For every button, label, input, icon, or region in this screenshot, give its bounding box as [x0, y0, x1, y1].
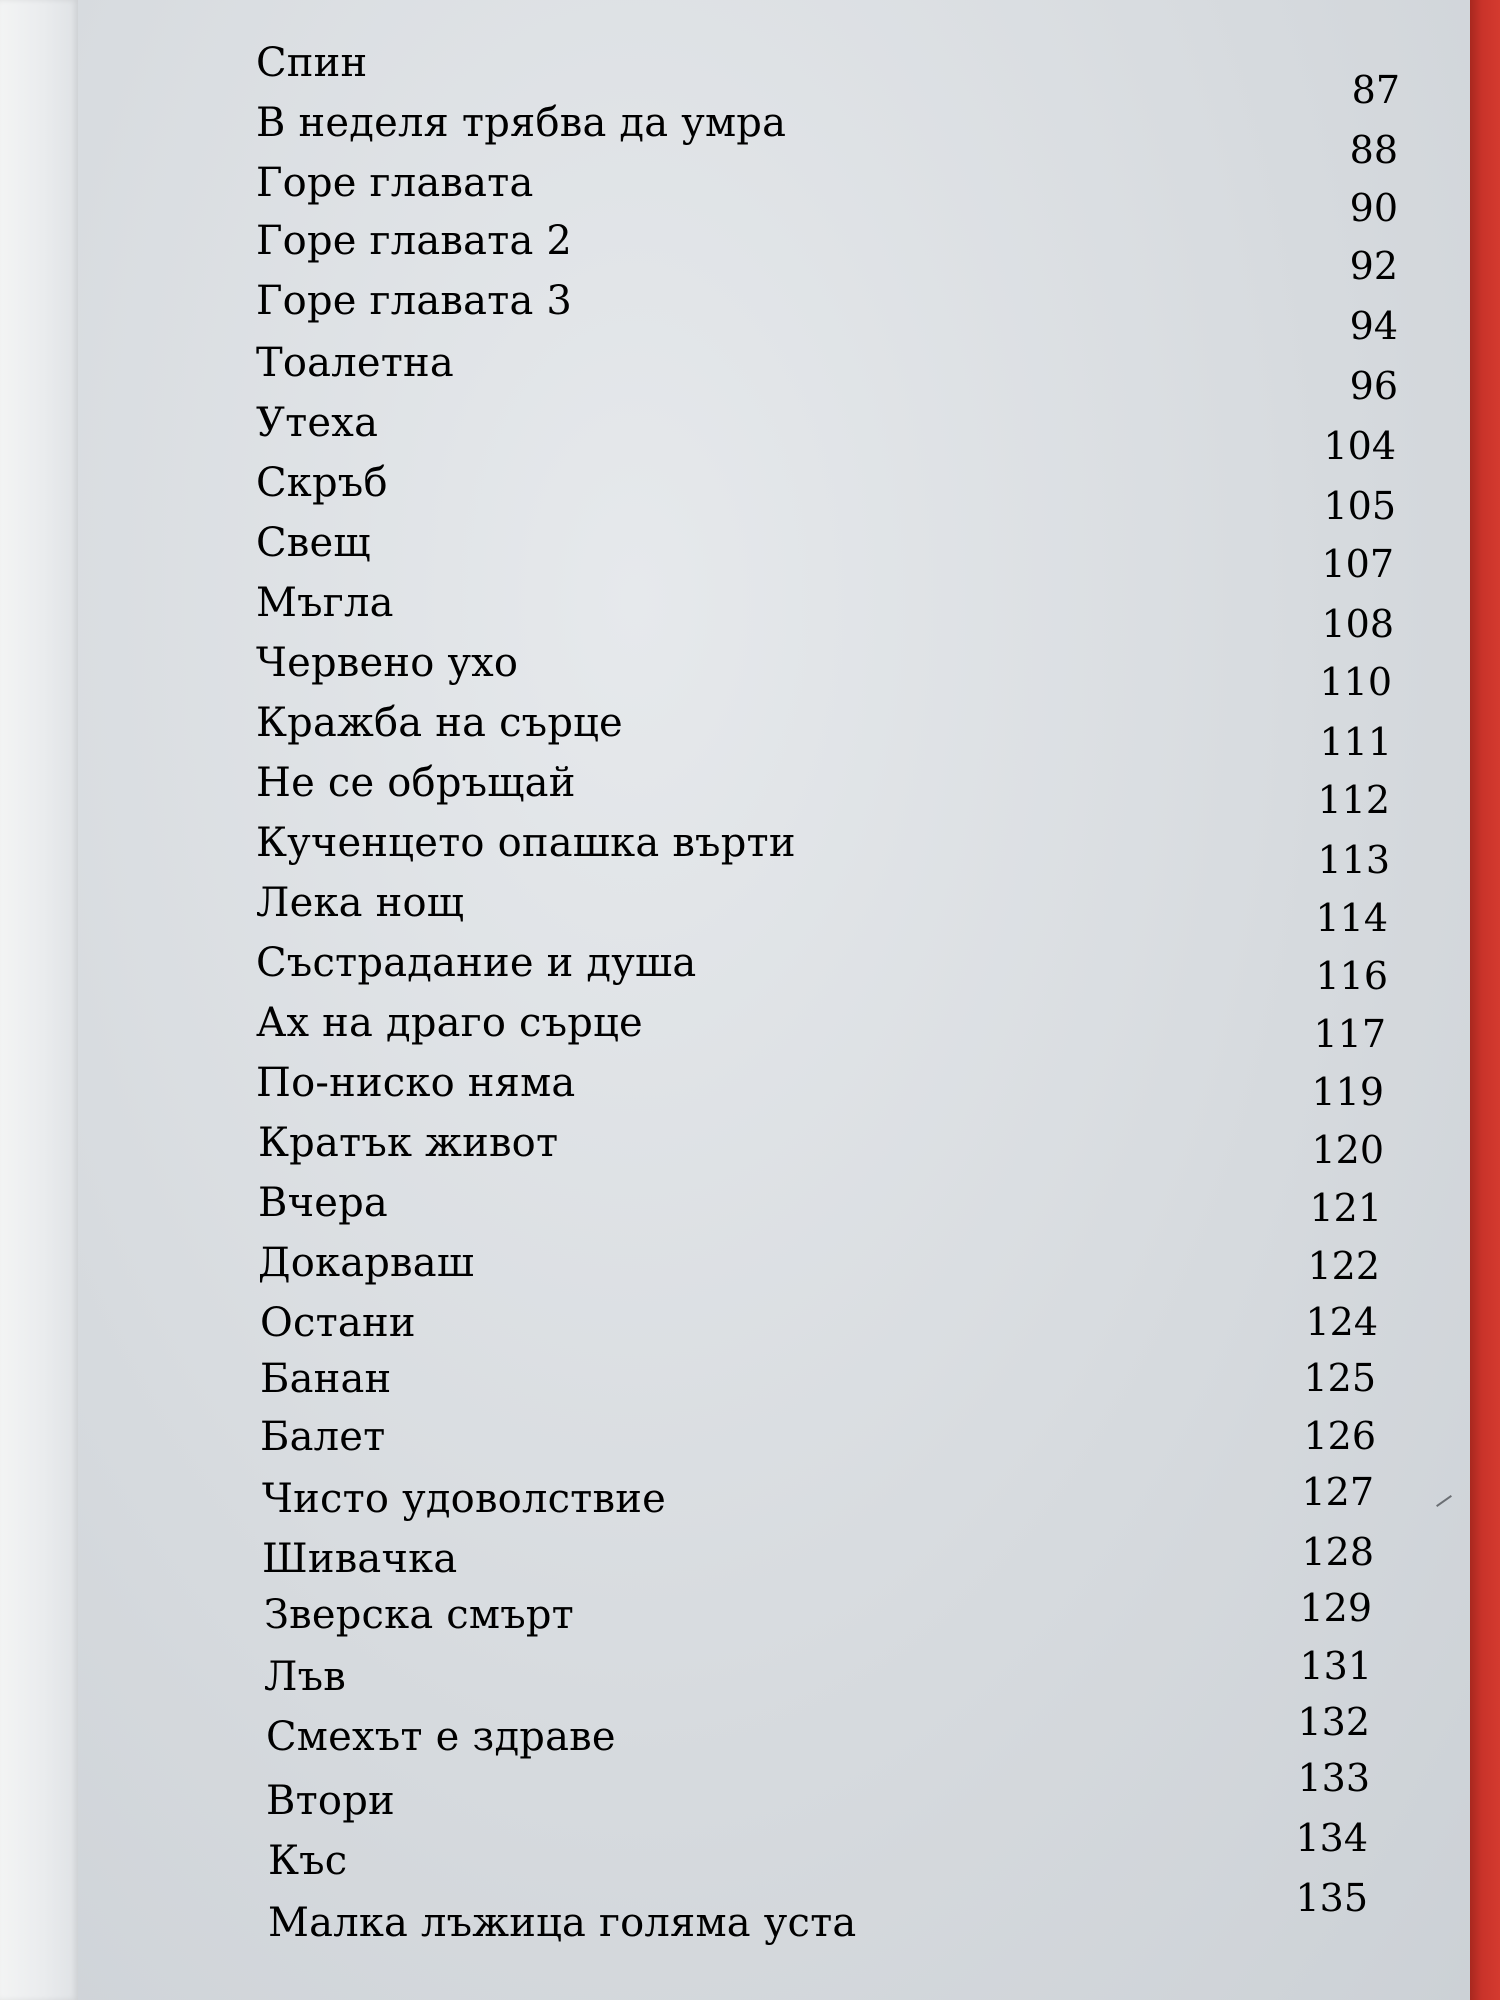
toc-entry-title: Свещ	[256, 520, 371, 566]
toc-entry-page-number: 92	[1349, 244, 1398, 288]
toc-entry-page-number: 105	[1323, 484, 1396, 528]
toc-entry-title: Банан	[260, 1356, 392, 1402]
toc-entry-page-number: 134	[1295, 1816, 1368, 1860]
toc-entry-title: Горе главата 2	[256, 218, 573, 264]
toc-entry-title: Мъгла	[256, 580, 394, 626]
toc-entry-title: Докарваш	[258, 1240, 475, 1286]
toc-entry-title: Втори	[266, 1778, 395, 1824]
toc-entry-page-number: 128	[1301, 1530, 1374, 1574]
toc-entry-page-number: 133	[1297, 1756, 1370, 1800]
toc-entry-title: Малка лъжица голяма уста	[268, 1900, 857, 1946]
toc-entry-page-number: 114	[1315, 896, 1388, 940]
toc-entry-title: Тоалетна	[256, 340, 454, 386]
toc-entry-title: Вчера	[258, 1180, 388, 1226]
toc-entry-title: Чисто удоволствие	[262, 1476, 666, 1522]
toc-entry-title: Смехът е здраве	[266, 1714, 616, 1760]
toc-entry-page-number: 104	[1323, 424, 1396, 468]
toc-entry-page-number: 90	[1349, 186, 1398, 230]
toc-entry-page-number: 131	[1299, 1644, 1372, 1688]
toc-entry-page-number: 94	[1349, 304, 1398, 348]
toc-entry-page-number: 110	[1319, 660, 1392, 704]
toc-entry-title: Скръб	[256, 460, 388, 506]
toc-entry-page-number: 113	[1317, 838, 1390, 882]
toc-entry-title: Лека нощ	[256, 880, 465, 926]
toc-entry-page-number: 108	[1321, 602, 1394, 646]
toc-entry-page-number: 125	[1303, 1356, 1376, 1400]
toc-entry-title: Горе главата	[256, 160, 534, 206]
toc-entry-title: В неделя трябва да умра	[256, 100, 787, 146]
toc-entry-title: Остани	[260, 1300, 416, 1346]
toc-entry-title: Кратък живот	[258, 1120, 559, 1166]
toc-entry-title: Шивачка	[262, 1536, 458, 1582]
toc-entry-title: Не се обръщай	[256, 760, 576, 806]
toc-entry-title: Къс	[268, 1838, 348, 1884]
toc-entry-page-number: 116	[1315, 954, 1388, 998]
toc-entry-page-number: 117	[1313, 1012, 1386, 1056]
table-of-contents-page	[78, 0, 1470, 2000]
book-cover-edge	[1470, 0, 1500, 2000]
toc-entry-title: Ах на драго сърце	[256, 1000, 643, 1046]
toc-entry-page-number: 122	[1307, 1244, 1380, 1288]
toc-entry-page-number: 135	[1295, 1876, 1368, 1920]
toc-entry-title: По-ниско няма	[256, 1060, 576, 1106]
toc-entry-title: Зверска смърт	[264, 1592, 574, 1638]
toc-entry-page-number: 107	[1321, 542, 1394, 586]
book-gutter	[0, 0, 78, 2000]
toc-entry-title: Кученцето опашка върти	[256, 820, 796, 866]
toc-entry-page-number: 112	[1317, 778, 1390, 822]
toc-entry-title: Балет	[260, 1414, 386, 1460]
toc-entry-page-number: 121	[1309, 1186, 1382, 1230]
toc-entry-title: Червено ухо	[256, 640, 519, 686]
toc-entry-page-number: 96	[1349, 364, 1398, 408]
toc-entry-page-number: 87	[1351, 68, 1400, 112]
toc-entry-page-number: 129	[1299, 1586, 1372, 1630]
toc-entry-page-number: 119	[1311, 1070, 1384, 1114]
toc-entry-page-number: 124	[1305, 1300, 1378, 1344]
toc-entry-title: Спин	[256, 40, 368, 86]
toc-entry-title: Утеха	[256, 400, 379, 446]
toc-entry-page-number: 120	[1311, 1128, 1384, 1172]
toc-entry-page-number: 111	[1319, 720, 1392, 764]
toc-entry-title: Горе главата 3	[256, 278, 573, 324]
toc-entry-title: Кражба на сърце	[256, 700, 623, 746]
toc-entry-page-number: 88	[1349, 128, 1398, 172]
toc-entry-title: Лъв	[264, 1654, 346, 1700]
toc-entry-page-number: 132	[1297, 1700, 1370, 1744]
toc-entry-title: Състрадание и душа	[256, 940, 697, 986]
toc-entry-page-number: 127	[1301, 1470, 1374, 1514]
toc-entry-page-number: 126	[1303, 1414, 1376, 1458]
